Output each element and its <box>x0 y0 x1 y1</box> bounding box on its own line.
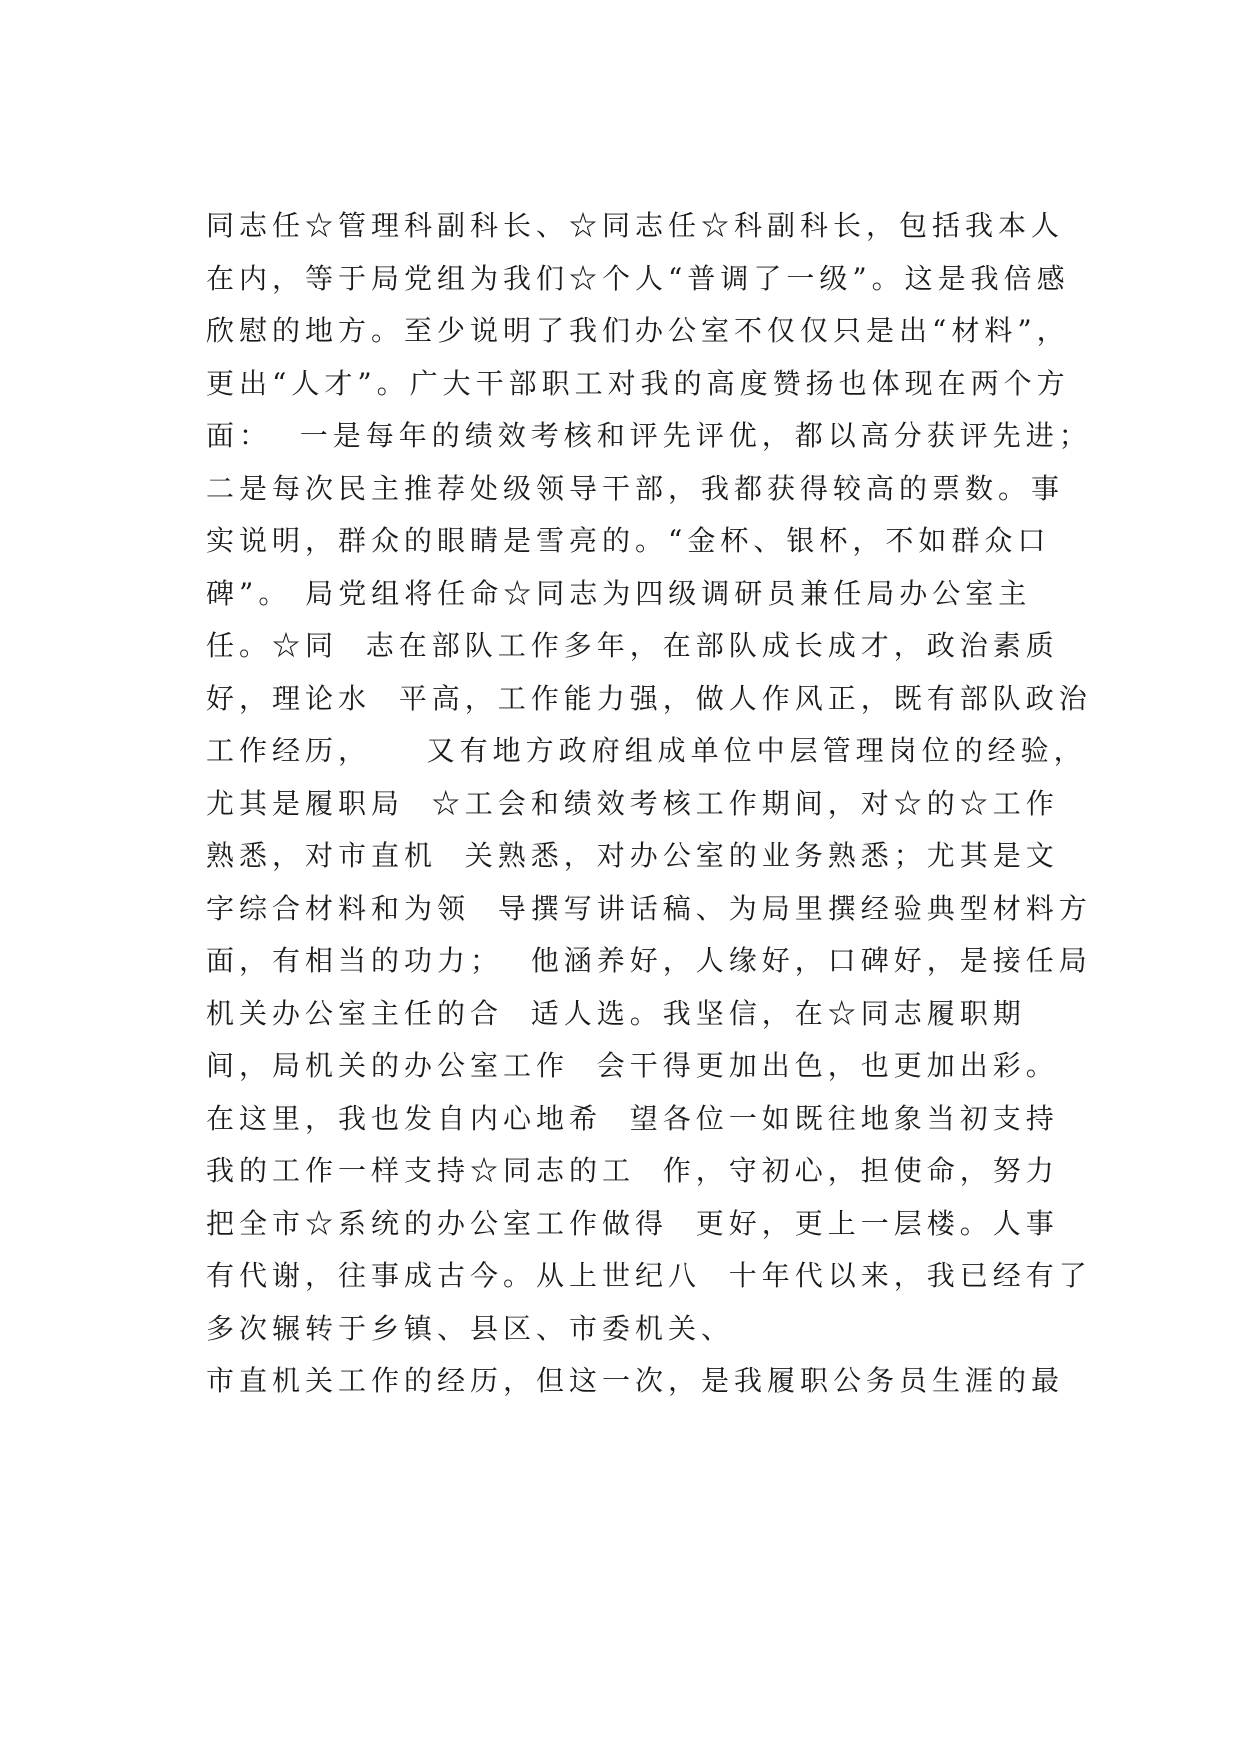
text-line: 有代谢，往事成古今。从上世纪八 十年代以来，我已经有了 <box>206 1259 1092 1292</box>
text-line: 我的工作一样支持☆同志的工 作，守初心，担使命，努力 <box>206 1154 1059 1187</box>
text-line: 面： 一是每年的绩效考核和评先评优，都以高分获评先进； <box>206 419 1092 452</box>
text-line: 字综合材料和为领 导撰写讲话稿、为局里撰经验典型材料方 <box>206 891 1092 925</box>
text-line: 工作经历， 又有地方政府组成单位中层管理岗位的经验， <box>206 734 1087 767</box>
text-line: 欣慰的地方。至少说明了我们办公室不仅仅只是出“材料”， <box>206 314 1070 347</box>
text-line: 实说明，群众的眼睛是雪亮的。“金杯、银杯，不如群众口 <box>206 524 1051 557</box>
text-line: 尤其是履职局 ☆工会和绩效考核工作期间，对☆的☆工作 <box>206 786 1059 820</box>
text-line: 同志任☆管理科副科长、☆同志任☆科副科长，包括我本人 <box>206 209 1065 242</box>
text-line: 二是每次民主推荐处级领导干部，我都获得较高的票数。事 <box>206 471 1065 505</box>
body-text <box>206 200 1092 1408</box>
text-line: 好，理论水 平高，工作能力强，做人作风正，既有部队政治 <box>206 681 1092 715</box>
text-line: 把全市☆系统的办公室工作做得 更好，更上一层楼。人事 <box>206 1206 1059 1240</box>
text-line: 面，有相当的功力； 他涵养好，人缘好，口碑好，是接任局 <box>206 944 1092 977</box>
text-line: 市直机关工作的经历，但这一次，是我履职公务员生涯的最 <box>206 1364 1065 1397</box>
text-line: 在内，等于局党组为我们☆个人“普调了一级”。这是我倍感 <box>206 261 1070 295</box>
text-line: 更出“人才”。广大干部职工对我的高度赞扬也体现在两个方 <box>206 366 1070 400</box>
text-line: 任。☆同 志在部队工作多年，在部队成长成才，政治素质 <box>206 629 1059 662</box>
text-line: 机关办公室主任的合 适人选。我坚信，在☆同志履职期 <box>206 996 1026 1030</box>
text-line: 在这里，我也发自内心地希 望各位一如既往地象当初支持 <box>206 1101 1059 1135</box>
text-line: 碑”。 局党组将任命☆同志为四级调研员兼任局办公室主 <box>206 576 1032 610</box>
text-line: 多次辗转于乡镇、县区、市委机关、 <box>206 1311 735 1345</box>
text-line: 熟悉，对市直机 关熟悉，对办公室的业务熟悉；尤其是文 <box>206 839 1059 872</box>
text-line: 间，局机关的办公室工作 会干得更加出色，也更加出彩。 <box>206 1049 1059 1082</box>
